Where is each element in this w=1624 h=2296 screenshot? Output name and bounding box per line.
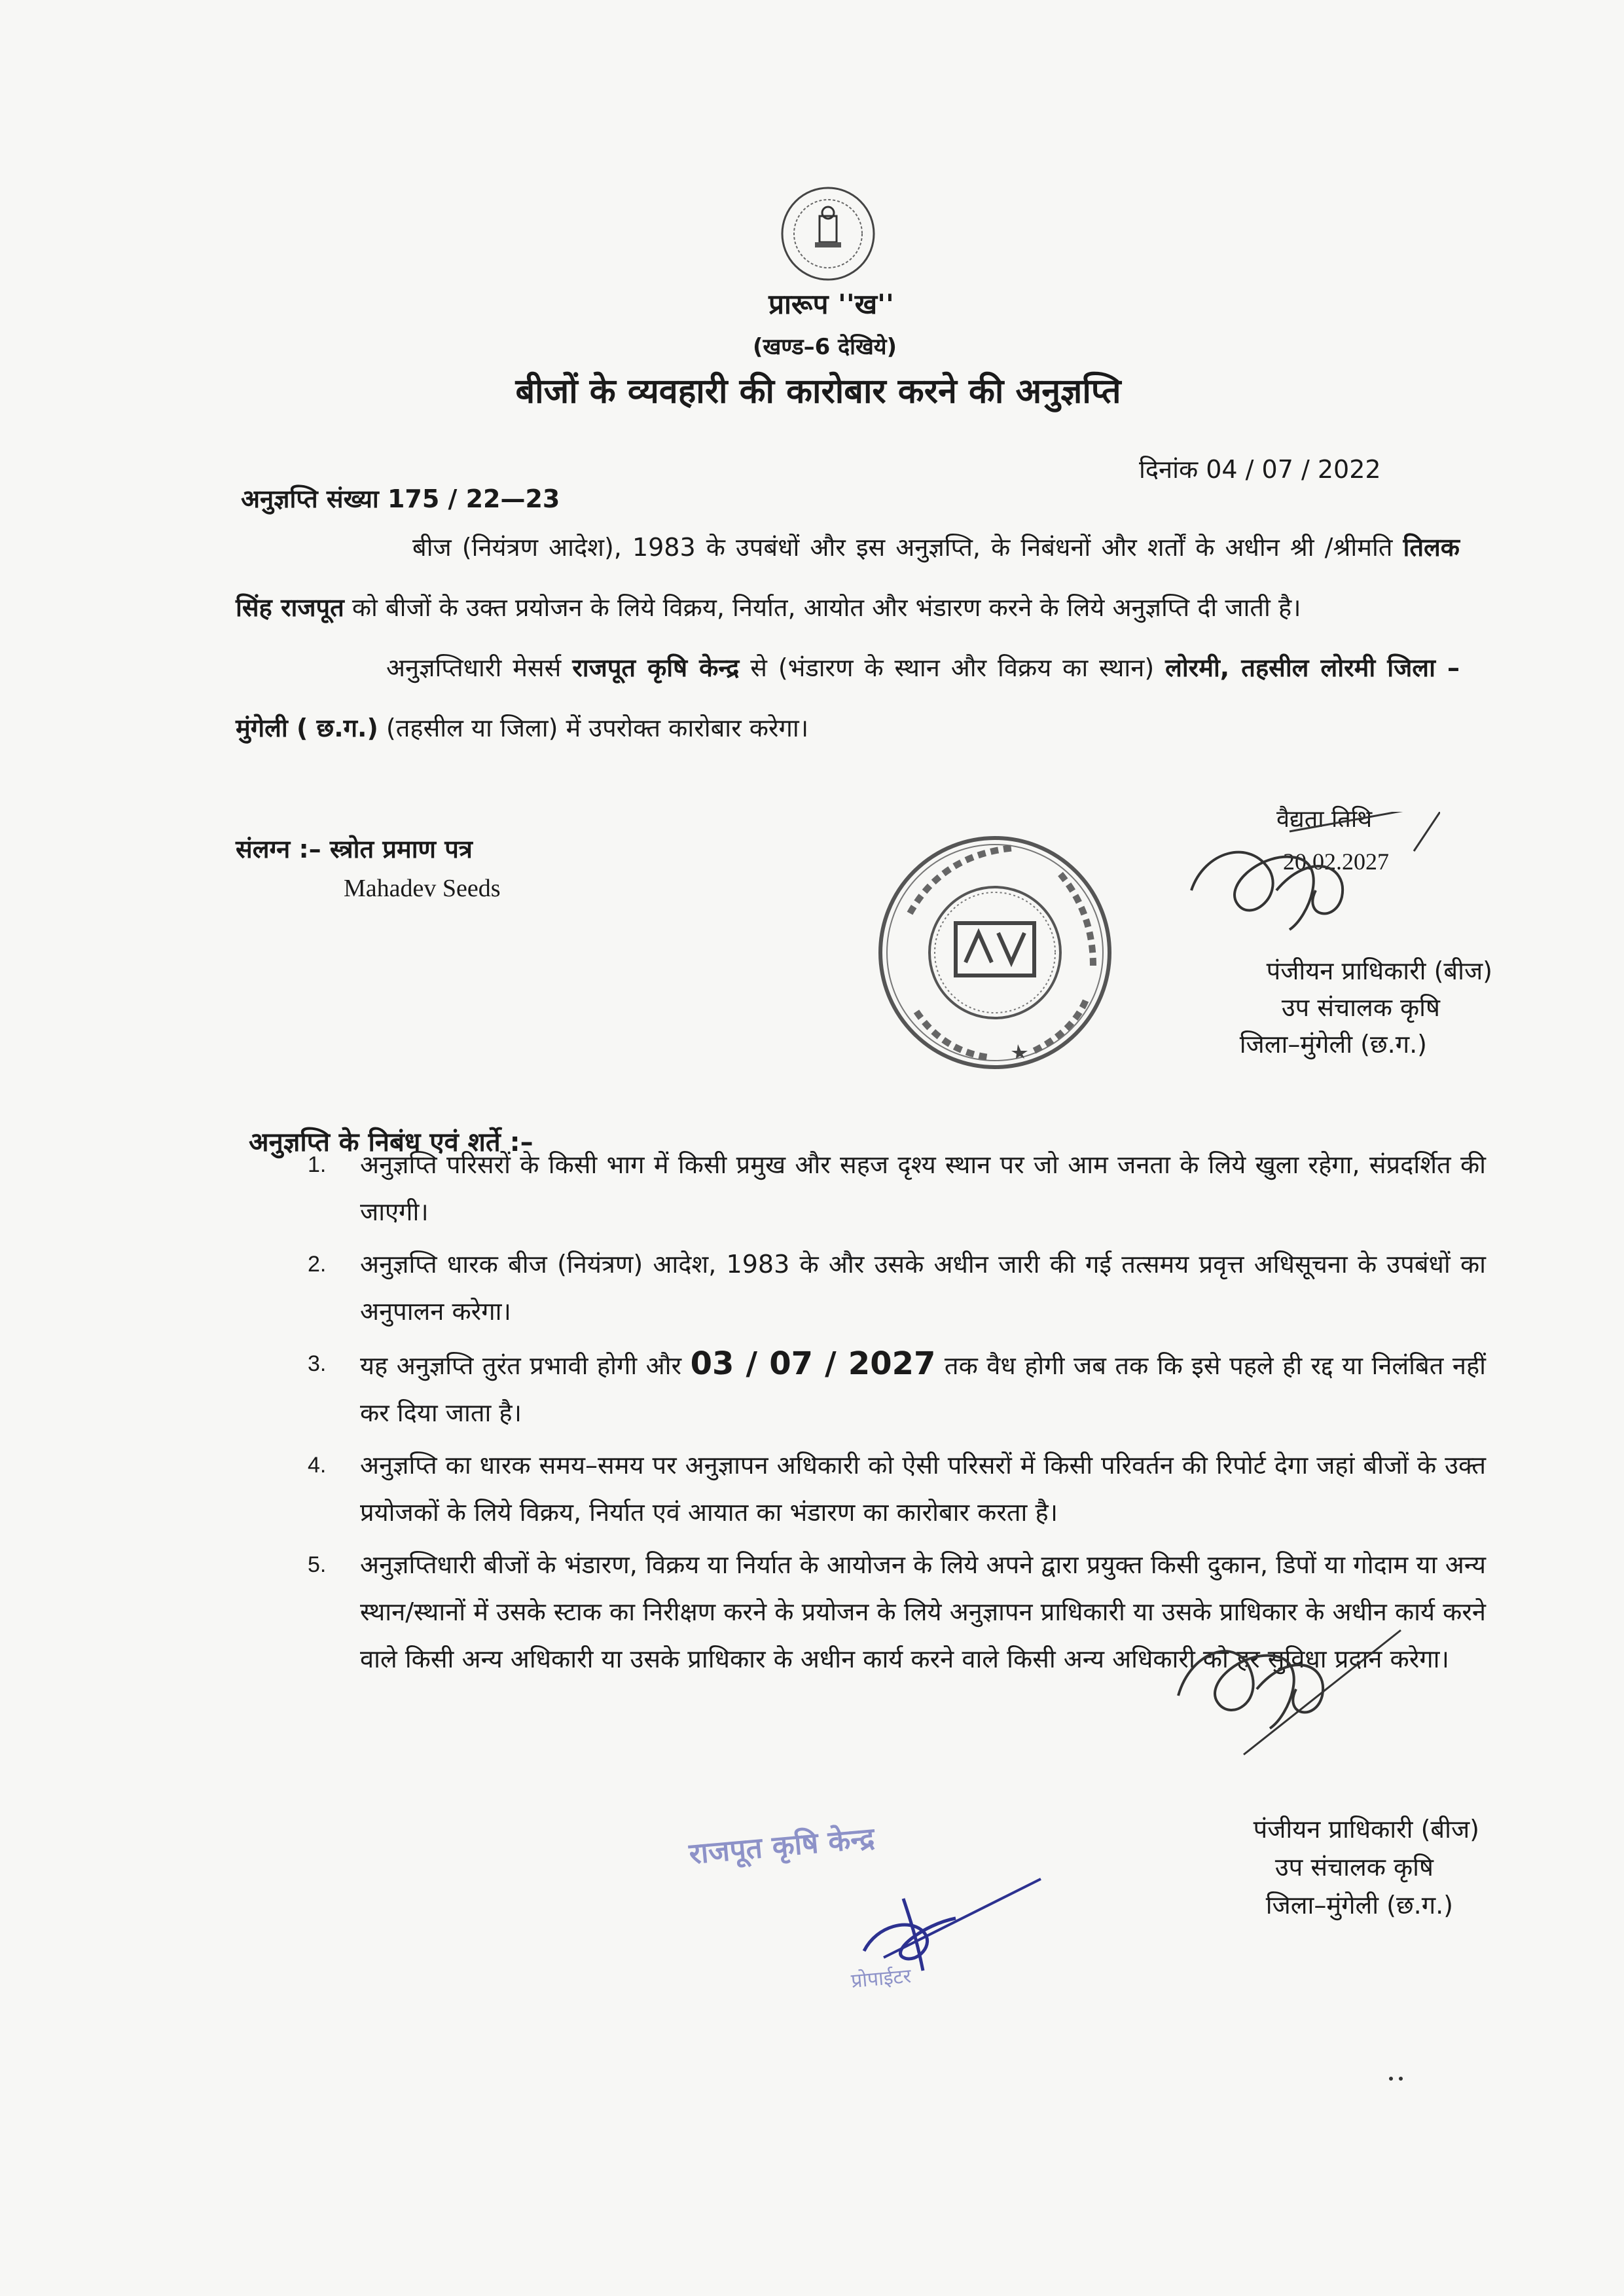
signature-icon [825, 1859, 1047, 1977]
proprietor-stamp-firm: राजपूत कृषि केन्द्र [687, 1821, 876, 1871]
document-title: बीजों के व्यवहारी की कारोबार करने की अनुज्ञप्ति [515, 372, 1121, 411]
authority-designation: उप संचालक कृषि [1274, 1853, 1434, 1882]
validity-label: वैद्यता तिथि [1276, 806, 1373, 833]
term-text: तक वैध होगी जब तक कि इसे पहले ही रद्द या निलंबित नहीं कर दिया जाता है। [360, 1351, 1486, 1427]
term-text: अनुज्ञप्तिधारी बीजों के भंडारण, विक्रय या निर्यात के आयोजन के लिये अपने द्वारा प्रयुक्त किसी दुकान, डिपों या गोदाम या अन्य स्थान/स्थानों में उसके स्टाक का निरीक्षण करने के प्रयोजन के लिये अनुज्ञापन प्राधिकारी या उसके प्राधिकार के अधीन कार्य करने वाले किसी अन्य अधिकारी या उसके प्राधिकार के अधीन कार्य करने वाले किसी अन्य अधिकारी को हर सुविधा प्रदान करेगा। [360, 1550, 1486, 1673]
term-number: 1. [308, 1152, 327, 1177]
registering-authority-upper [1080, 953, 1492, 1063]
authority-district: जिला–मुंगेली (छ.ग.) [1239, 1030, 1427, 1059]
body-text-3: अनुज्ञप्तिधारी मेसर्स [386, 653, 562, 682]
registering-authority-lower [1113, 1810, 1479, 1924]
scan-mark [1388, 2075, 1407, 2082]
issue-date: दिनांक 04 / 07 / 2022 [1139, 455, 1381, 484]
term-item [308, 1241, 1486, 1335]
term-text: अनुज्ञप्ति परिसरों के किसी भाग में किसी प्रमुख और सहज दृश्य स्थान पर जो आम जनता के लिये खुला रहेगा, संप्रदर्शित की जाएगी। [360, 1150, 1486, 1226]
validity-date: 20.02.2027 [1283, 848, 1389, 875]
term-item [308, 1141, 1486, 1235]
form-title: प्रारूप ''ख'' [768, 288, 894, 320]
authority-title: पंजीयन प्राधिकारी (बीज) [1266, 957, 1492, 985]
body-text-5: (तहसील या जिला) में उपरोक्त कारोबार करेगा। [386, 714, 809, 742]
form-subtitle: (खण्ड–6 देखिये) [752, 334, 897, 360]
terms-heading: अनुज्ञप्ति के निबंध एवं शर्ते :– [249, 1127, 533, 1157]
term-text: यह अनुज्ञप्ति तुरंत प्रभावी होगी और [360, 1351, 682, 1380]
proprietor-stamp-role: प्रोपाईटर [850, 1965, 912, 1993]
attachment-name: Mahadev Seeds [344, 875, 501, 902]
authority-title: पंजीयन प्राधिकारी (बीज) [1253, 1815, 1479, 1844]
term-number: 2. [308, 1252, 327, 1277]
term-number: 5. [308, 1552, 327, 1577]
license-number: अनुज्ञप्ति संख्या 175 / 22—23 [241, 484, 560, 513]
term-text: अनुज्ञप्ति का धारक समय–समय पर अनुज्ञापन अधिकारी को ऐसी परिसरों में किसी परिवर्तन की रिपोर्ट देगा जहां बीजों के उक्त प्रयोजकों के लिये विक्रय, निर्यात एवं आयात का भंडारण का कारोबार करता है। [360, 1451, 1486, 1527]
term-item [308, 1442, 1486, 1536]
authority-district: जिला–मुंगेली (छ.ग.) [1265, 1891, 1453, 1920]
body-text-1: बीज (नियंत्रण आदेश), 1983 के उपबंधों और इस अनुज्ञप्ति, के निबंधनों और शर्तों के अधीन श्री /श्रीमति [412, 533, 1393, 562]
state-emblem-icon [772, 180, 884, 288]
term-number: 3. [308, 1351, 327, 1376]
firm-name: राजपूत कृषि केन्द्र [572, 653, 740, 682]
license-body [236, 517, 1460, 758]
attachment-label: संलग्न :– स्त्रोत प्रमाण पत्र [236, 835, 473, 864]
signature-icon [1165, 1591, 1414, 1813]
body-text-2: को बीजों के उक्त प्रयोजन के लिये विक्रय, निर्यात, आयोत और भंडारण करने के लिये अनुज्ञप्ति दी जाती है। [352, 593, 1301, 622]
term-item [308, 1340, 1486, 1436]
body-text-4: से (भंडारण के स्थान और विक्रय का स्थान) [750, 653, 1155, 682]
expiry-date: 03 / 07 / 2027 [690, 1345, 936, 1382]
holder-name: तिलक सिंह राजपूत [236, 533, 1460, 622]
term-number: 4. [308, 1453, 327, 1478]
authority-designation: उप संचालक कृषि [1281, 993, 1440, 1022]
term-text: अनुज्ञप्ति धारक बीज (नियंत्रण) आदेश, 1983 के और उसके अधीन जारी की गई तत्समय प्रवृत्त अधिसूचना के उपबंधों का अनुपालन करेगा। [360, 1250, 1486, 1326]
business-address: लोरमी, तहसील लोरमी जिला – मुंगेली ( छ.ग.) [236, 653, 1460, 742]
